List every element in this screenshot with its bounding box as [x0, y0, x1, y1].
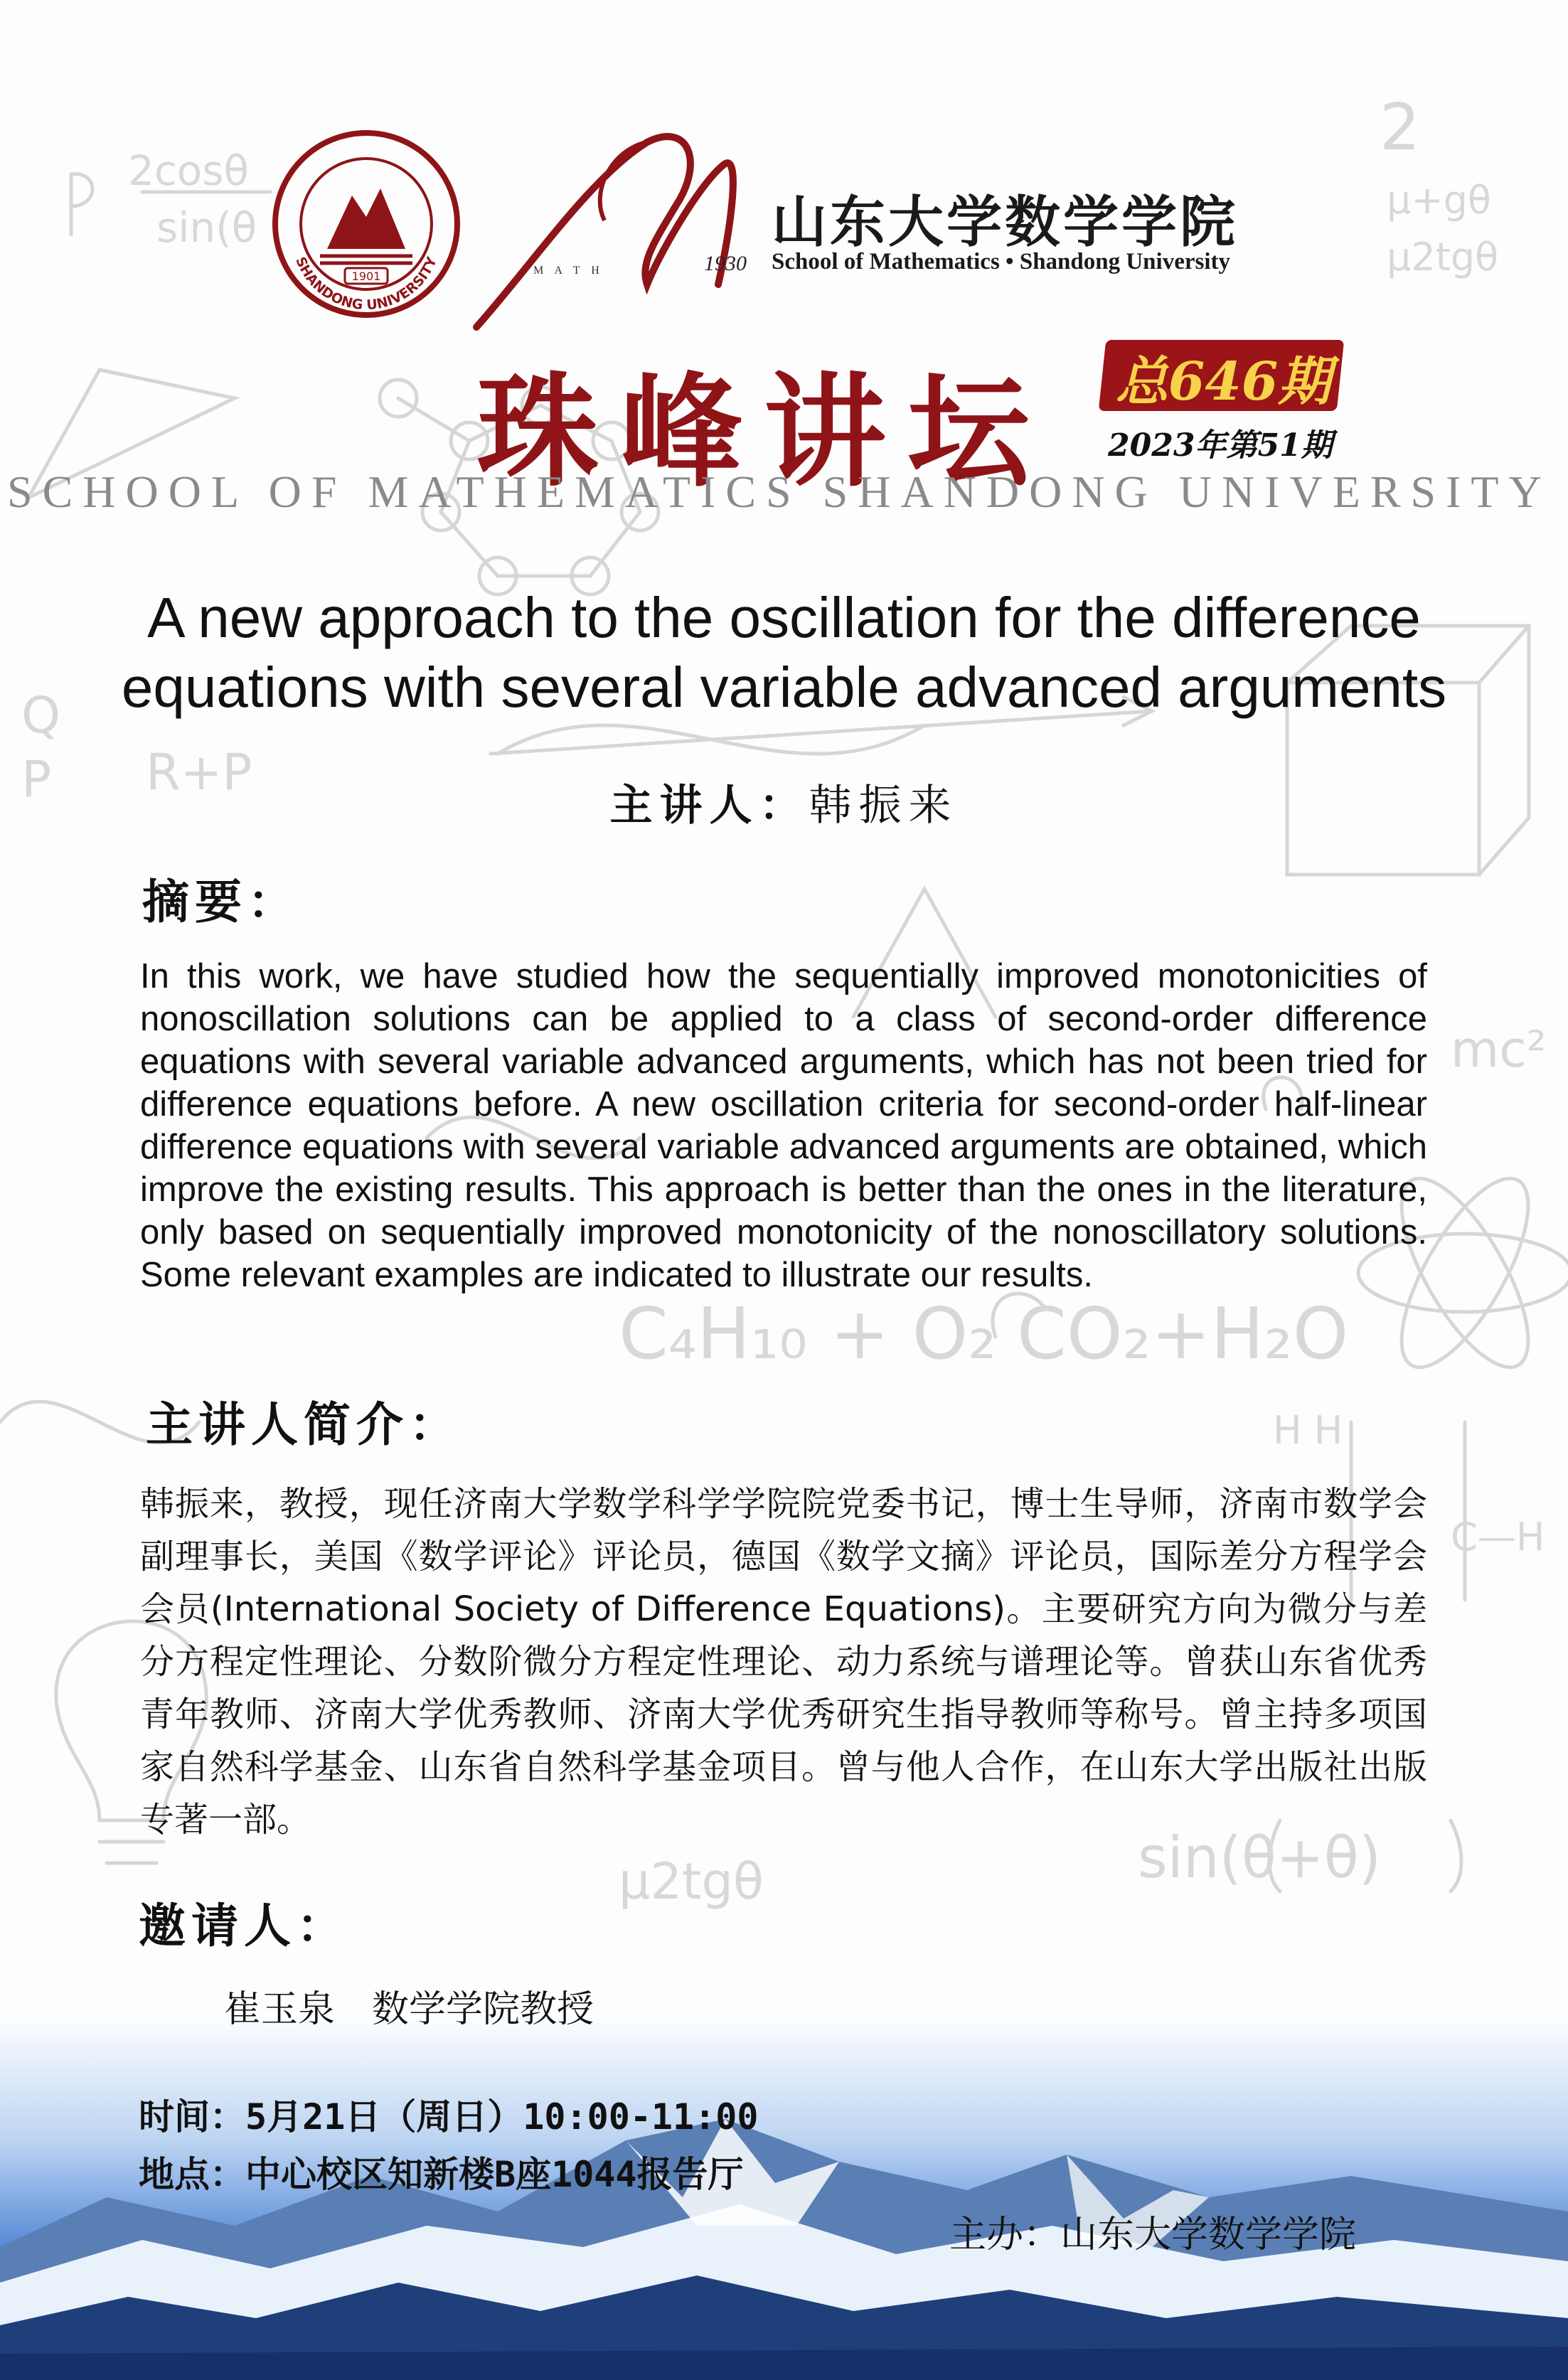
- university-name-cn: 山东大学数学学院: [772, 190, 1239, 255]
- inviter-text: 崔玉泉 数学学院教授: [224, 1988, 594, 2031]
- seal-year: 1901: [351, 270, 381, 283]
- talk-title: A new approach to the oscillation for the difference equations with several variable advanced arguments: [121, 586, 1447, 719]
- svg-text:mc²: mc²: [1451, 1020, 1547, 1079]
- university-name-en: School of Mathematics • Shandong University: [772, 249, 1230, 274]
- svg-text:CO₂+H₂O: CO₂+H₂O: [1017, 1292, 1349, 1375]
- math-logo-icon: [469, 121, 768, 334]
- svg-text:sin(θ: sin(θ: [156, 203, 257, 252]
- issue-total: 总646期: [1115, 351, 1331, 412]
- svg-text:μ2tgθ: μ2tgθ: [1387, 235, 1499, 279]
- svg-text:C₄H₁₀ + O₂: C₄H₁₀ + O₂: [619, 1292, 997, 1375]
- svg-text:C—H: C—H: [1451, 1515, 1545, 1559]
- svg-text:Q: Q: [21, 686, 61, 745]
- svg-text:2cosθ: 2cosθ: [128, 146, 249, 195]
- issue-year: 2023年第51期: [1108, 427, 1333, 464]
- event-time: 时间：5月21日（周日）10:00-11:00: [139, 2096, 759, 2138]
- speaker-label: 主讲人：: [609, 781, 809, 831]
- svg-text:μ+gθ: μ+gθ: [1387, 178, 1491, 223]
- university-seal-icon: [270, 128, 462, 320]
- abstract-heading: 摘要：: [142, 874, 300, 929]
- event-location: 地点：中心校区知新楼B座1044报告厅: [139, 2154, 744, 2195]
- svg-text:2: 2: [1380, 90, 1421, 165]
- speaker-line: [0, 772, 1568, 833]
- forum-name: 珠峰讲坛: [476, 359, 1051, 503]
- svg-text:R+P: R+P: [146, 743, 252, 801]
- speaker-name: 韩振来: [809, 781, 959, 831]
- event-organizer: 主办：山东大学数学学院: [949, 2214, 1357, 2256]
- school-banner: SCHOOL OF MATHEMATICS SHANDONG UNIVERSITY: [7, 466, 1552, 517]
- svg-text:sin(θ+θ): sin(θ+θ): [1138, 1825, 1381, 1891]
- inviter-heading: 邀请人：: [139, 1898, 349, 1953]
- svg-text:μ2tgθ: μ2tgθ: [619, 1852, 764, 1911]
- svg-text:P: P: [21, 750, 52, 809]
- logo-math-text: M A T H: [533, 265, 604, 277]
- logo-year-text: 1930: [704, 252, 747, 275]
- bio-text: 韩振来，教授，现任济南大学数学科学学院院党委书记，博士生导师，济南市数学会副理事长，美国《数学评论》评论员，德国《数学文摘》评论员，国际差分方程学会会员(International Society of Difference Equations)。主要研究方向为微分与差分方程定性理论、分数阶微分方程定性理论、动力系统与谱理论等。曾获山东省优秀青年教师、济南大学优秀教师、济南大学优秀研究生指导教师等称号。曾主持多项国家自然科学基金、山东省自然科学基金项目。曾与他人合作，在山东大学出版社出版专著一部。: [140, 1484, 1427, 1840]
- abstract-text: In this work, we have studied how the sequentially improved monotonicities of nonoscillation solutions can be applied to a class of second-order difference equations with several variable advanced arguments, which has not been tried for difference equations before. A new oscillation criteria for second-order half-linear difference equations with several variable advanced arguments are obtained, which improve the existing results. This approach is better than the ones in the literature, only based on sequentially improved monotonicity of the nonoscillatory solutions. Some relevant examples are indicated to illustrate our results.: [140, 957, 1427, 1294]
- bio-heading: 主讲人简介：: [146, 1397, 462, 1452]
- seal-text: SHANDONG UNIVERSITY: [292, 255, 440, 314]
- svg-text:H H: H H: [1273, 1408, 1343, 1453]
